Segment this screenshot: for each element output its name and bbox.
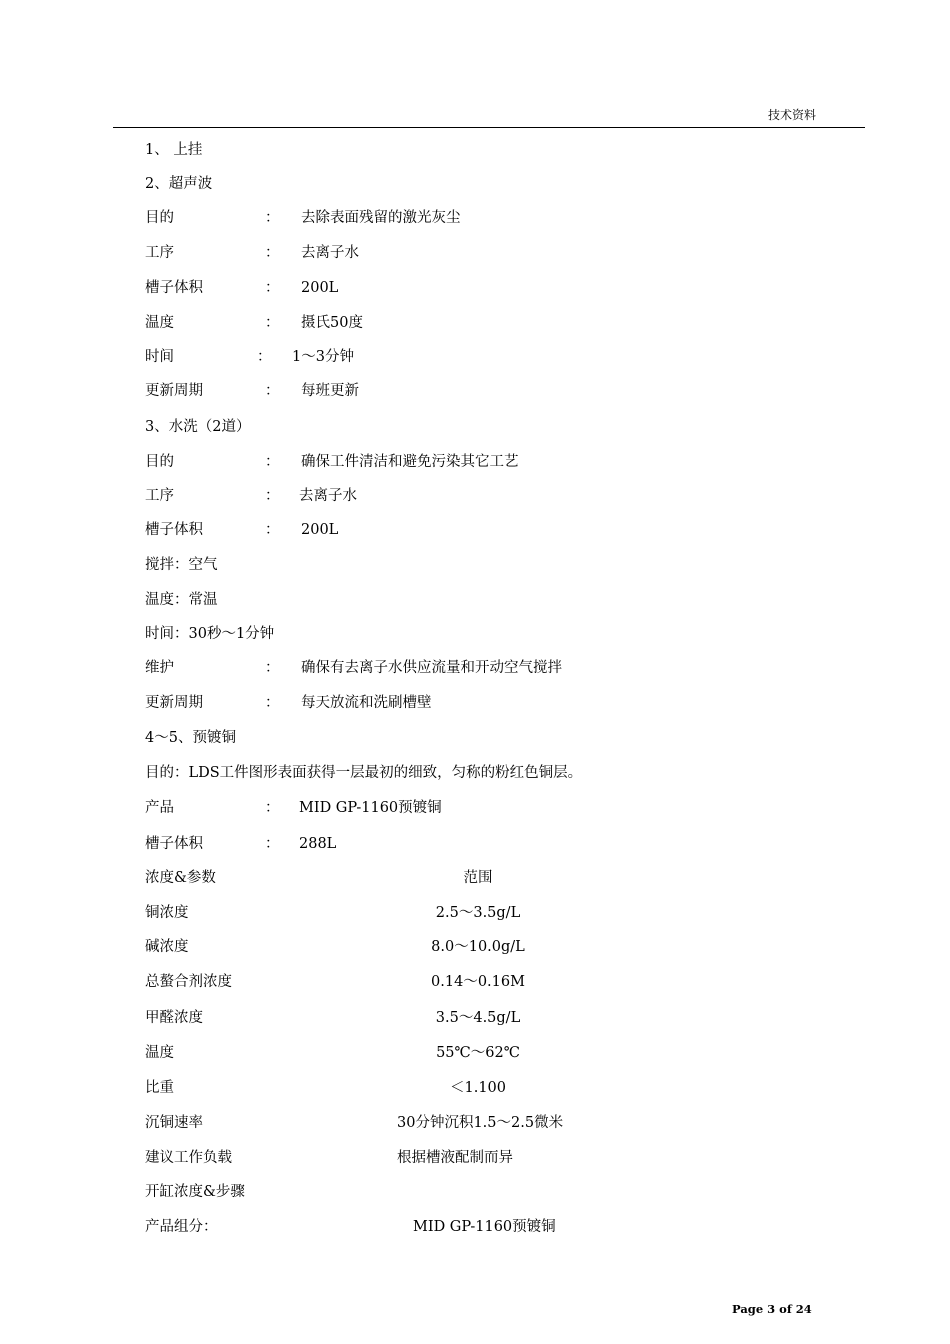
spec-value: 去离子水 <box>299 488 357 504</box>
spec-value: 每班更新 <box>301 383 359 399</box>
spec-value: 确保有去离子水供应流量和开动空气搅拌 <box>301 660 562 676</box>
spec-label: 更新周期 <box>145 695 203 711</box>
spec-colon: ： <box>265 800 280 816</box>
spec-colon: ： <box>265 454 280 470</box>
spec-value: 200L <box>301 280 339 296</box>
section-title: 1、 上挂 <box>145 142 203 158</box>
spec-label: 更新周期 <box>145 383 203 399</box>
spec-label: 槽子体积 <box>145 280 203 296</box>
makeup-text: 开缸浓度&步骤 <box>145 1184 245 1200</box>
header-rule <box>113 127 865 128</box>
spec-colon: ： <box>265 280 280 296</box>
spec-label: 目的 <box>145 454 174 470</box>
composition-label: 产品组分： <box>145 1219 218 1235</box>
spec-label: 工序 <box>145 245 174 261</box>
section-title: 4～5、预镀铜 <box>145 730 236 746</box>
param-label: 甲醛浓度 <box>145 1010 203 1026</box>
param-range: 55℃～62℃ <box>436 1045 520 1061</box>
inline-spec-text: 时间：30秒～1分钟 <box>145 626 275 642</box>
spec-colon: ： <box>265 522 280 538</box>
param-range: ＜1.100 <box>449 1080 506 1096</box>
param-value: 根据槽液配制而异 <box>397 1150 513 1166</box>
spec-colon: ： <box>265 695 280 711</box>
section-title: 2、超声波 <box>145 176 213 192</box>
param-value: 30分钟沉积1.5～2.5微米 <box>397 1115 564 1131</box>
section-title: 3、水洗（2道） <box>145 419 251 435</box>
spec-colon: ： <box>265 383 280 399</box>
spec-colon: ： <box>265 660 280 676</box>
spec-label: 工序 <box>145 488 174 504</box>
param-label: 建议工作负载 <box>145 1150 232 1166</box>
param-range: 3.5～4.5g/L <box>435 1010 521 1026</box>
param-label: 温度 <box>145 1045 174 1061</box>
spec-value: 摄氏50度 <box>301 315 363 331</box>
spec-label: 时间 <box>145 349 174 365</box>
spec-value: 1～3分钟 <box>292 349 354 365</box>
spec-value: MID GP-1160预镀铜 <box>299 800 442 816</box>
param-range: 2.5～3.5g/L <box>435 905 521 921</box>
spec-label: 槽子体积 <box>145 522 203 538</box>
param-header-range: 范围 <box>463 870 493 886</box>
spec-label: 温度 <box>145 315 174 331</box>
spec-label: 产品 <box>145 800 174 816</box>
spec-value: 去离子水 <box>301 245 359 261</box>
spec-label: 目的 <box>145 210 174 226</box>
param-range: 0.14～0.16M <box>431 974 525 990</box>
purpose-text: 目的：LDS工件图形表面获得一层最初的细致，匀称的粉红色铜层。 <box>145 765 583 781</box>
param-label: 比重 <box>145 1080 174 1096</box>
spec-label: 槽子体积 <box>145 836 203 852</box>
param-label: 铜浓度 <box>145 905 189 921</box>
spec-value: 200L <box>301 522 339 538</box>
spec-colon: ： <box>257 349 272 365</box>
inline-spec-text: 温度：常温 <box>145 592 218 608</box>
composition-value: MID GP-1160预镀铜 <box>413 1219 556 1235</box>
spec-colon: ： <box>265 210 280 226</box>
spec-colon: ： <box>265 245 280 261</box>
param-range: 8.0～10.0g/L <box>431 939 525 955</box>
param-label: 碱浓度 <box>145 939 189 955</box>
spec-value: 去除表面残留的激光灰尘 <box>301 210 461 226</box>
spec-colon: ： <box>265 315 280 331</box>
spec-colon: ： <box>265 488 280 504</box>
header-label: 技术资料 <box>768 108 817 122</box>
param-header-label: 浓度&参数 <box>145 870 216 886</box>
spec-value: 288L <box>299 836 337 852</box>
page-number: Page 3 of 24 <box>732 1302 812 1316</box>
spec-value: 每天放流和洗刷槽壁 <box>301 695 432 711</box>
spec-value: 确保工件清洁和避免污染其它工艺 <box>301 454 519 470</box>
param-label: 总螯合剂浓度 <box>145 974 232 990</box>
spec-colon: ： <box>265 836 280 852</box>
spec-label: 维护 <box>145 660 174 676</box>
inline-spec-text: 搅拌：空气 <box>145 557 218 573</box>
param-label: 沉铜速率 <box>145 1115 203 1131</box>
